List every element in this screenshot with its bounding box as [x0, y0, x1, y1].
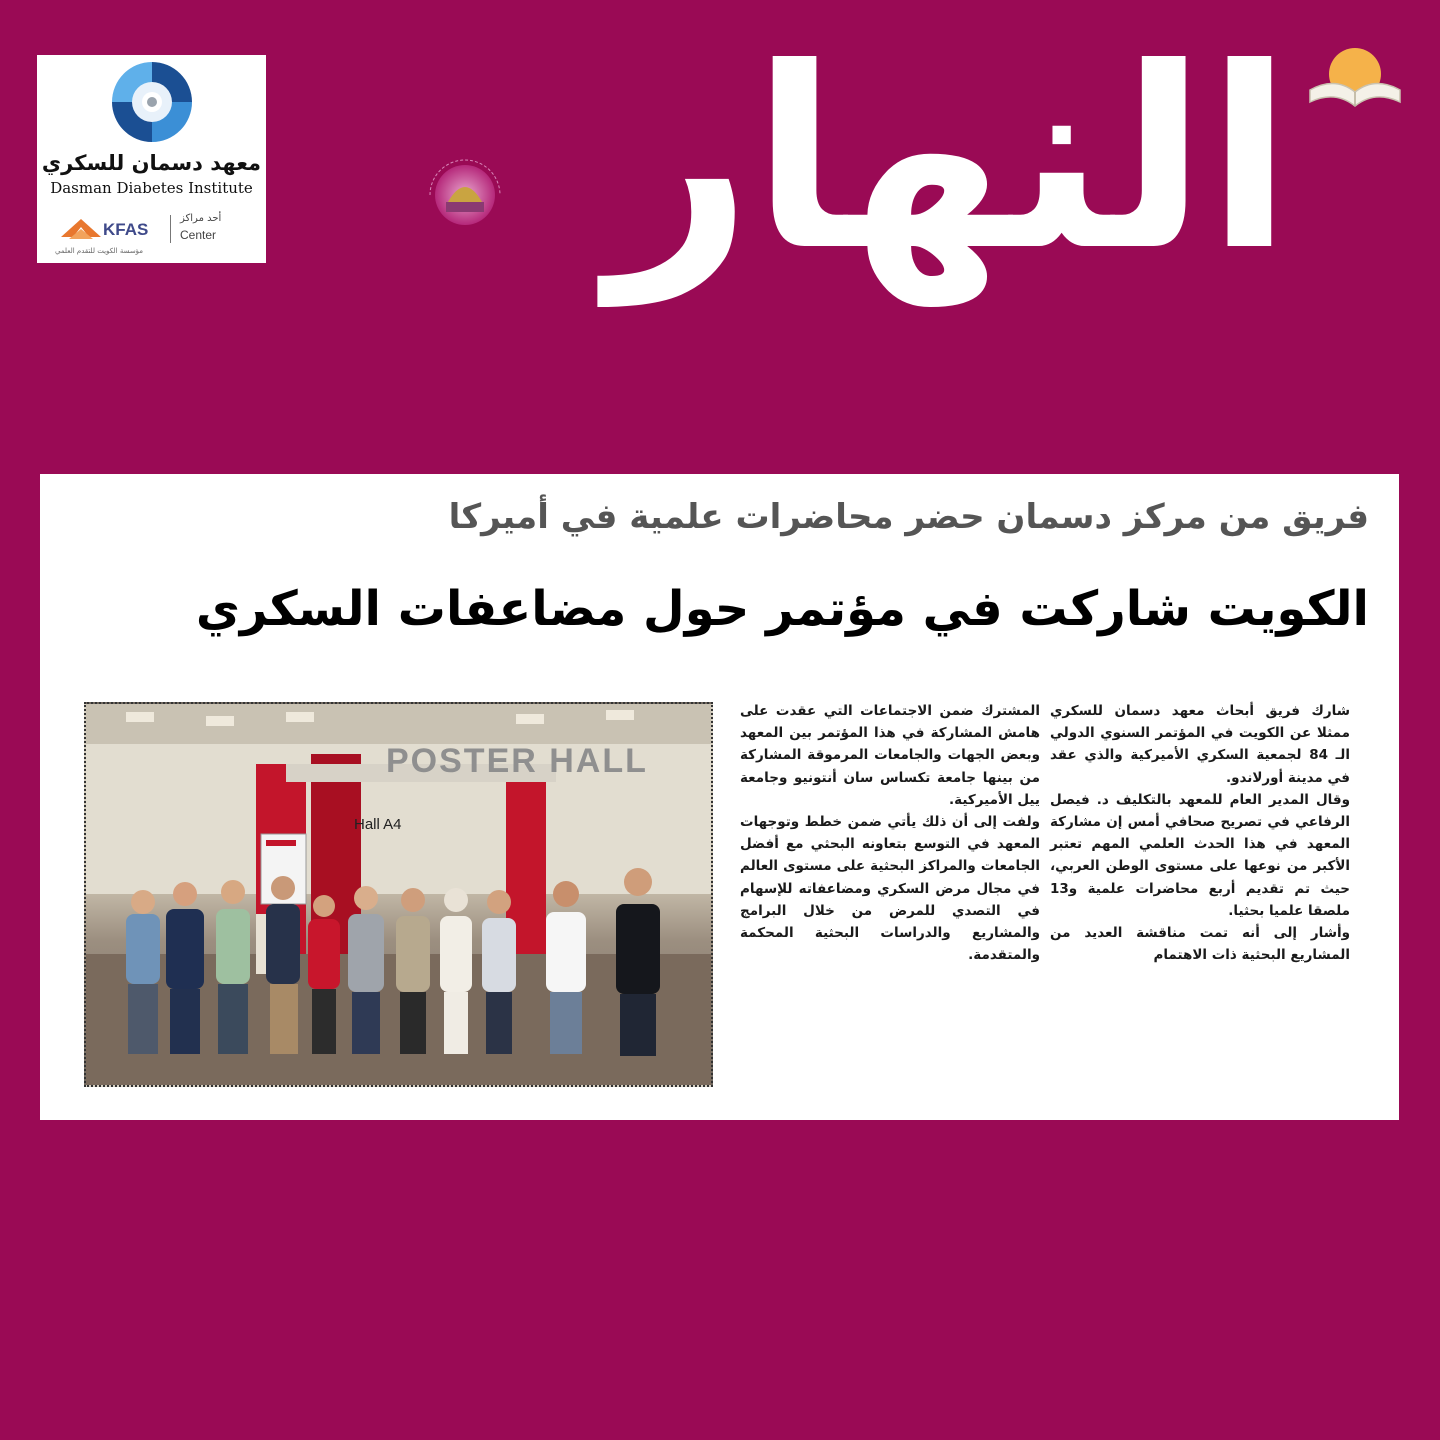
conference-group-photo	[84, 702, 713, 1087]
open-book-sun-icon	[1300, 40, 1410, 120]
news-article-clipping	[40, 474, 1399, 1120]
article-kicker: فريق من مركز دسمان حضر محاضرات علمية في أميركا	[448, 497, 1369, 537]
logo-name-english: Dasman Diabetes Institute	[50, 179, 253, 197]
column1-paragraph-3: وأشار إلى أنه تمت مناقشة العديد من المشاريع البحثية ذات الاهتمام	[1050, 925, 1350, 964]
newspaper-masthead: النهار	[607, 14, 1293, 305]
hall-a4-sign: Hall A4	[354, 816, 402, 833]
article-column-1	[1050, 700, 1350, 966]
article-headline: الكويت شاركت في مؤتمر حول مضاعفات السكري	[195, 581, 1369, 637]
column1-paragraph-2: وقال المدير العام للمعهد بالتكليف د. فيصل الرفاعي في تصريح صحافي أمس إن مشاركة المعهد في هذا الحدث العلمي المهم تعتبر الأكبر من نوعها على مستوى الوطن العربي، حيث تم تقديم أربع محاضرات علمية و13 ملصقا علميا بحثيا.	[1050, 791, 1350, 919]
kfas-divider	[170, 215, 171, 243]
poster-hall-sign: POSTER HALL	[386, 742, 648, 780]
kfas-label: KFAS	[103, 220, 149, 239]
column2-paragraph-1: المشترك ضمن الاجتماعات التي عقدت على هامش المشاركة في هذا المؤتمر بين المعهد وبعض الجهات والجامعات المرموقة المشاركة من بينها جامعة تكساس سان أنتونيو وجامعة ييل الأميركية.	[740, 703, 1040, 808]
kfas-center-arabic: أحد مراكز	[180, 213, 222, 224]
kfas-center-english: Center	[180, 228, 217, 242]
column1-paragraph-1: شارك فريق أبحاث معهد دسمان للسكري ممثلا عن الكويت في المؤتمر السنوي الدولي الـ 84 لجمعية السكري الأميركية والذي عقد في مدينة أورلاندو.	[1050, 703, 1350, 786]
kfas-tagline: مؤسسة الكويت للتقدم العلمي	[55, 247, 144, 255]
logo-name-arabic: معهد دسمان للسكري	[41, 151, 262, 175]
dasman-swirl-icon	[107, 57, 197, 147]
kfas-logo-icon	[59, 215, 103, 241]
article-column-2	[740, 700, 1040, 966]
column2-paragraph-2: ولفت إلى أن ذلك يأتي ضمن خطط وتوجهات المعهد في التوسع بتعاونه البحثي مع أفضل الجامعات والمراكز البحثية على مستوى العالم في مجال مرض السكري ومضاعفاته للإسهام في التصدي للمرض من خلال البرامج والمشاريع والدراسات البحثية المحكمة والمتقدمة.	[740, 814, 1040, 964]
dasman-logo-card	[37, 55, 266, 263]
